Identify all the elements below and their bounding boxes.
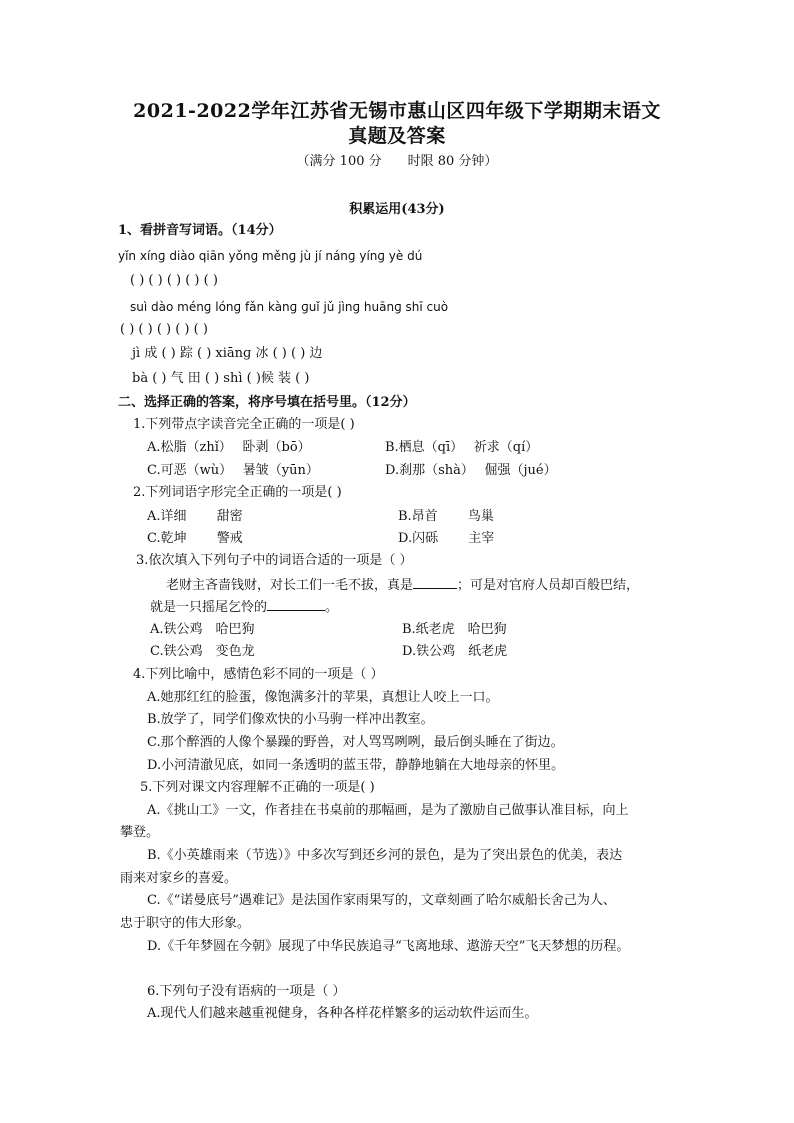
page-title: 2021-2022学年江苏省无锡市惠山区四年级下学期期末语文 <box>133 100 661 122</box>
section-heading: 积累运用(43分) <box>349 202 445 217</box>
item-2-option-a: A.详细 甜密 <box>147 509 243 524</box>
question-2-heading: 二、选择正确的答案，将序号填在括号里。（12分） <box>118 395 416 410</box>
item-5-option-d: D.《千年梦圆在今朝》展现了中华民族追寻“飞离地球、遨游天空”飞天梦想的历程。 <box>147 939 630 954</box>
answer-brackets-row-2: ( ) ( ) ( ) ( ) ( ) <box>120 322 208 337</box>
item-1-option-b: B.栖息（qī） 祈求（qí） <box>385 440 539 455</box>
item-1-option-c: C.可恶（wù） 暑皱（yūn） <box>147 463 319 478</box>
item-4-stem: 4.下列比喻中，感情色彩不同的一项是（ ） <box>133 667 384 682</box>
item-3-option-c: C.铁公鸡 变色龙 <box>150 644 255 659</box>
item-5-option-a-cont: 攀登。 <box>120 825 160 840</box>
item-4-option-c: C.那个醉酒的人像个暴躁的野兽，对人骂骂咧咧，最后倒头睡在了街边。 <box>147 735 564 750</box>
pinyin-row-2: suì dào ménɡ lónɡ fǎn kànɡ ɡuǐ jǔ jìnɡ huānɡ shī cuò <box>130 300 449 314</box>
item-1-option-a: A.松脂（zhǐ） 卧剥（bō） <box>147 440 311 455</box>
item-5-option-a: A.《挑山工》一文，作者挂在书桌前的那幅画，是为了激励自己做事认准目标，向上 <box>147 803 629 818</box>
item-1-option-d: D.刹那（shà） 倔强（jué） <box>385 463 557 478</box>
sentence-1-tail: ；可是对官府人员却百般巴结， <box>457 578 640 593</box>
item-6-option-a: A.现代人们越来越重视健身，各种各样花样繁多的运动软件运而生。 <box>147 1006 538 1021</box>
pinyin-row-1: yǐn xínɡ diào qiān yǒnɡ měnɡ jù jí nánɡ yínɡ yè dú <box>118 249 423 263</box>
blank-2 <box>267 598 325 611</box>
item-1-stem: 1.下列带点字读音完全正确的一项是( ) <box>133 417 355 432</box>
item-2-stem: 2.下列词语字形完全正确的一项是( ) <box>133 485 342 500</box>
fill-in-row-1: jì 成 ( ) 踪 ( ) xiānɡ 冰 ( ) ( ) 边 <box>132 346 323 361</box>
item-4-option-b: B.放学了，同学们像欢快的小马驹一样冲出教室。 <box>147 712 434 727</box>
item-5-option-b-cont: 雨来对家乡的喜爱。 <box>120 871 238 886</box>
item-5-stem: 5.下列对课文内容理解不正确的一项是( ) <box>140 780 375 795</box>
exam-info: （满分 100 分 时限 80 分钟） <box>296 154 498 169</box>
item-3-sentence-1 <box>166 576 639 595</box>
question-1-heading: 1、看拼音写词语。（14分） <box>118 223 282 238</box>
item-5-option-c: C.《“诺曼底号”遇难记》是法国作家雨果写的，文章刻画了哈尔威船长舍己为人、 <box>147 893 616 908</box>
item-4-option-a: A.她那红红的脸蛋，像饱满多汁的苹果，真想让人咬上一口。 <box>147 690 499 705</box>
item-4-option-d: D.小河清澈见底，如同一条透明的蓝玉带，静静地躺在大地母亲的怀里。 <box>147 758 565 773</box>
answer-brackets-row-1: ( ) ( ) ( ) ( ) ( ) <box>130 273 218 288</box>
blank-1 <box>413 576 457 589</box>
page-title-continued: 真题及答案 <box>348 125 446 147</box>
item-3-option-a: A.铁公鸡 哈巴狗 <box>150 622 255 637</box>
item-2-option-b: B.昂首 鸟巢 <box>398 509 494 524</box>
item-2-option-c: C.乾坤 警戒 <box>147 531 243 546</box>
item-3-option-b: B.纸老虎 哈巴狗 <box>402 622 507 637</box>
item-3-stem: 3.依次填入下列句子中的词语合适的一项是（ ） <box>136 553 413 568</box>
item-2-option-d: D.闪砾 主宰 <box>398 531 495 546</box>
item-5-option-c-cont: 忠于职守的伟大形象。 <box>120 916 251 931</box>
item-6-stem: 6.下列句子没有语病的一项是（ ） <box>147 984 346 999</box>
sentence-1-text: 老财主吝啬钱财，对长工们一毛不拔，真是 <box>166 578 414 593</box>
item-3-sentence-2 <box>150 598 338 617</box>
fill-in-row-2: bà ( ) 气 田 ( ) shì ( )候 装 ( ) <box>132 371 310 386</box>
item-3-option-d: D.铁公鸡 纸老虎 <box>402 644 508 659</box>
item-5-option-b: B.《小英雄雨来（节选）》中多次写到还乡河的景色，是为了突出景色的优美，表达 <box>147 848 623 863</box>
sentence-2-tail: 。 <box>325 600 339 615</box>
sentence-2-text: 就是一只摇尾乞怜的 <box>150 600 268 615</box>
